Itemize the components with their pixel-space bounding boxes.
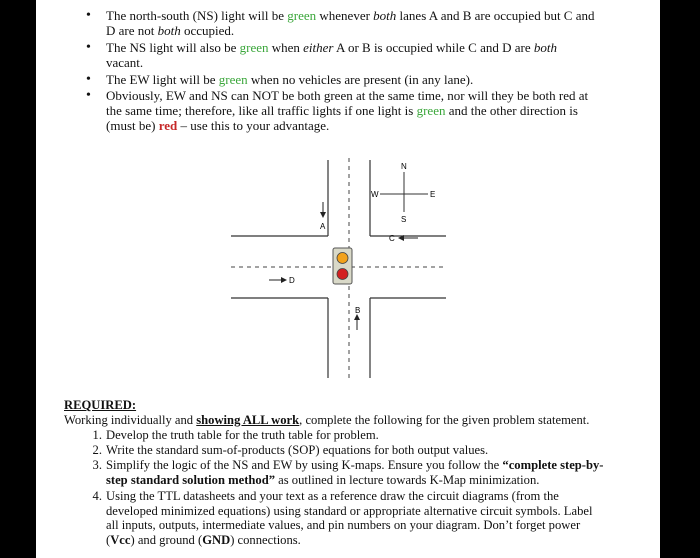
bullet-obviously: • Obviously, EW and NS can NOT be both green at the same time, nor will they be both red at the same time; therefore, like all traffic lights if one light is green and the other direction is (must be) red – use this to your advantage.: [86, 88, 589, 133]
lane-c-label: C: [389, 234, 395, 243]
list-item-4: 4. Using the TTL datasheets and your text as a reference draw the circuit diagrams (from the developed minimized equations) using standard or appropriate alternative circuit symbols. Label all inputs, outputs, intermediate values, and pin numbers on your diagram. Don’t forget power (Vcc) and ground (GND) connections.: [92, 489, 593, 547]
compass-e-label: E: [430, 190, 436, 199]
lane-d-label: D: [289, 276, 295, 285]
bullet-dot: •: [86, 72, 91, 87]
list-item-1: 1. Develop the truth table for the truth table for problem.: [92, 428, 379, 442]
list-item-2: 2. Write the standard sum-of-products (SOP) equations for both output values.: [92, 443, 489, 457]
bullet-ew: • The EW light will be green when no vehicles are present (in any lane).: [86, 72, 474, 87]
compass-s-label: S: [401, 215, 407, 224]
lane-a-arrowhead: [320, 212, 326, 218]
intersection-diagram: [36, 140, 660, 395]
required-heading: REQUIRED:: [64, 398, 137, 412]
bullet-ns-both: • The north-south (NS) light will be green whenever both lanes A and B are occupied but C and D are not both occupied.: [86, 8, 595, 38]
list-item-3: 3. Simplify the logic of the NS and EW by using K-maps. Ensure you follow the “complete step-by- step standard solution method” as outlined in lecture towards K-Map minimization.: [92, 458, 604, 487]
required-intro: Working individually and showing ALL work, complete the following for the given problem statement.: [64, 413, 590, 427]
compass-n-label: N: [401, 162, 407, 171]
bullet-ns-either: • The NS light will also be green when either A or B is occupied while C and D are both vacant.: [86, 40, 557, 70]
document-page: [36, 0, 660, 558]
bullet-dot: •: [86, 8, 91, 23]
bullet-dot: •: [86, 88, 91, 103]
lane-d-arrowhead: [281, 277, 287, 283]
lane-a-label: A: [320, 222, 326, 231]
bullet-dot: •: [86, 40, 91, 55]
compass-w-label: W: [371, 190, 379, 199]
traffic-light-bottom: [337, 269, 348, 280]
traffic-light-top: [337, 253, 348, 264]
lane-b-label: B: [355, 306, 361, 315]
